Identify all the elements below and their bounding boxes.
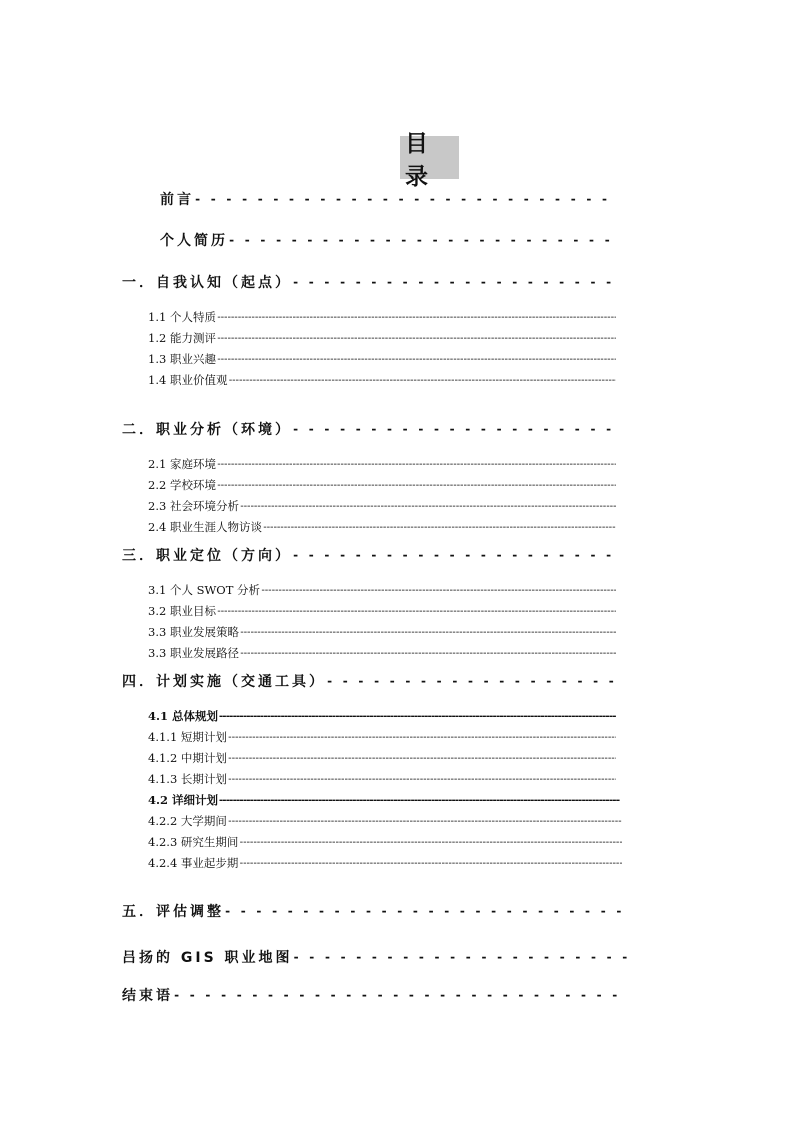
toc-entry-label: 3.3 职业发展策略 [148,625,239,639]
toc-entry-4-2-2[interactable] [148,813,622,829]
toc-entry-4-2[interactable] [148,792,620,808]
toc-entry-label: 2.3 社会环境分析 [148,499,239,513]
toc-entry-label: 吕扬的 GIS 职业地图 [122,950,293,966]
toc-entry-2-2[interactable] [148,477,616,493]
dot-leader [216,312,616,323]
dot-leader [292,275,616,289]
toc-entry-label: 2.2 学校环境 [148,478,216,492]
toc-entry-3-4[interactable] [148,645,616,661]
toc-entry-label: 2.1 家庭环境 [148,457,216,471]
toc-entry-label: 1.3 职业兴趣 [148,352,216,366]
toc-entry-4-2-4[interactable] [148,855,622,871]
toc-entry-label: 1.1 个人特质 [148,310,216,324]
toc-title-box [400,130,459,190]
toc-entry-label: 4.1 总体规划 [148,709,219,723]
toc-entry-label: 3.3 职业发展路径 [148,646,239,660]
toc-entry-label: 4.2 详细计划 [148,793,219,807]
dot-leader [262,522,616,533]
toc-entry-closing[interactable] [122,984,626,1006]
toc-entry-chapter-3[interactable] [122,544,616,566]
toc-entry-gis-map[interactable] [122,946,632,968]
toc-entry-1-1[interactable] [148,309,616,325]
dot-leader [216,606,616,617]
toc-entry-label: 4.1.3 长期计划 [148,772,227,786]
dot-leader [293,950,632,964]
dot-leader [239,648,616,659]
toc-entry-3-3[interactable] [148,624,616,640]
toc-entry-4-1-2[interactable] [148,750,616,766]
toc-entry-chapter-2[interactable] [122,418,616,440]
dot-leader [228,233,616,247]
dot-leader [239,627,616,638]
toc-entry-3-1[interactable] [148,582,616,598]
toc-entry-label: 3.1 个人 SWOT 分析 [148,583,261,597]
dot-leader [238,858,622,869]
dot-leader [239,501,616,512]
toc-title: 目录 [405,130,433,190]
toc-entry-label: 4.1.1 短期计划 [148,730,227,744]
toc-entry-label: 四．计划实施（交通工具） [122,674,326,690]
toc-entry-label: 1.4 职业价值观 [148,373,228,387]
toc-entry-label: 4.2.2 大学期间 [148,814,227,828]
toc-entry-label: 4.2.4 事业起步期 [148,856,239,870]
dot-leader [216,354,616,365]
toc-entry-label: 1.2 能力测评 [148,331,216,345]
toc-entry-2-3[interactable] [148,498,616,514]
dot-leader [194,192,616,206]
toc-entry-2-4[interactable] [148,519,616,535]
toc-entry-4-1[interactable] [148,708,616,724]
dot-leader [216,459,616,470]
toc-entry-4-2-3[interactable] [148,834,622,850]
toc-entry-label: 4.1.2 中期计划 [148,751,227,765]
dot-leader [224,904,626,918]
dot-leader [238,837,622,848]
toc-entry-3-2[interactable] [148,603,616,619]
dot-leader [216,480,616,491]
dot-leader [227,732,616,743]
dot-leader [216,333,616,344]
dot-leader [227,753,616,764]
toc-entry-4-1-1[interactable] [148,729,616,745]
toc-entry-1-2[interactable] [148,330,616,346]
toc-entry-1-4[interactable] [148,372,616,388]
dot-leader [227,375,616,386]
toc-entry-label: 一．自我认知（起点） [122,275,292,291]
toc-entry-2-1[interactable] [148,456,616,472]
toc-entry-label: 个人简历 [160,233,228,249]
toc-entry-label: 结束语 [122,988,173,1004]
toc-entry-label: 五．评估调整 [122,904,224,920]
toc-entry-label: 2.4 职业生涯人物访谈 [148,520,262,534]
dot-leader [227,774,616,785]
dot-leader [292,548,616,562]
toc-entry-preface[interactable] [160,188,616,210]
toc-entry-label: 前言 [160,192,194,208]
toc-entry-label: 二．职业分析（环境） [122,422,292,438]
dot-leader [292,422,616,436]
dot-leader [173,988,626,1002]
toc-entry-resume[interactable] [160,229,616,251]
toc-entry-4-1-3[interactable] [148,771,616,787]
toc-entry-label: 4.2.3 研究生期间 [148,835,239,849]
toc-entry-1-3[interactable] [148,351,616,367]
toc-entry-chapter-4[interactable] [122,670,616,692]
dot-leader [260,585,616,596]
toc-entry-chapter-1[interactable] [122,271,616,293]
dot-leader [218,795,620,806]
toc-entry-chapter-5[interactable] [122,900,626,922]
dot-leader [218,711,616,722]
toc-entry-label: 3.2 职业目标 [148,604,216,618]
dot-leader [326,674,616,688]
dot-leader [227,816,622,827]
toc-entry-label: 三．职业定位（方向） [122,548,292,564]
